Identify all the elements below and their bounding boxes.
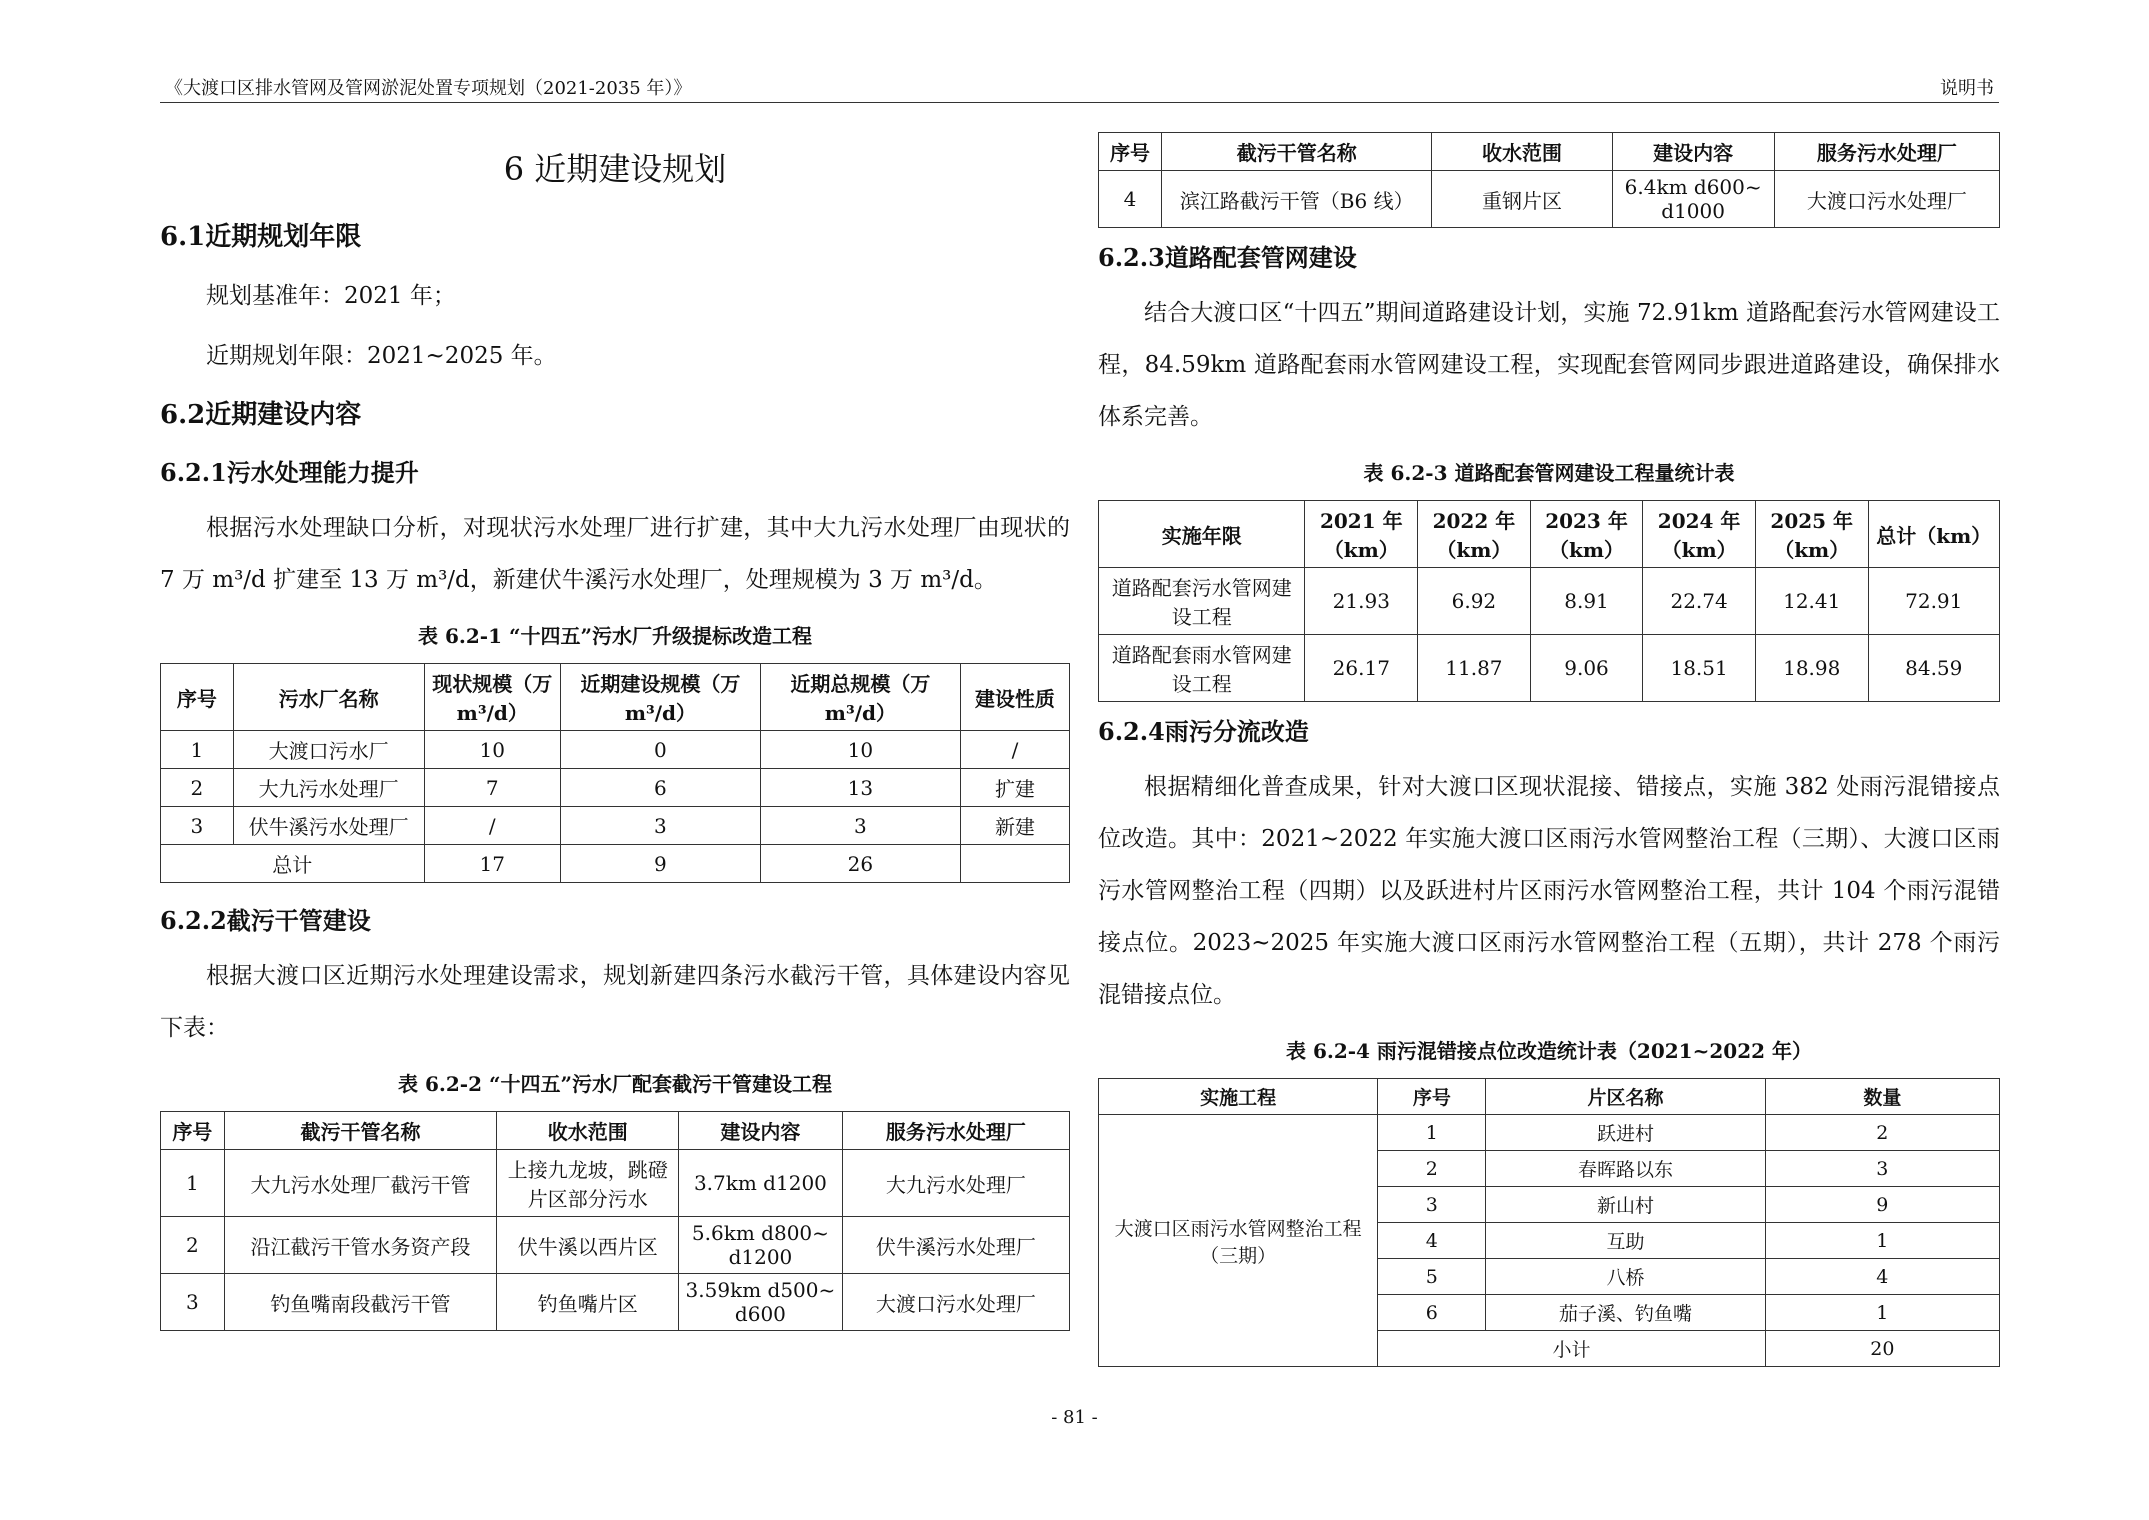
table-cell: 84.59	[1868, 635, 1999, 702]
table-cell: 新建	[960, 807, 1069, 845]
table-cell: 20	[1765, 1331, 1999, 1367]
table-cell: 小计	[1378, 1331, 1765, 1367]
table-header-cell: 片区名称	[1486, 1079, 1765, 1115]
table-cell: 21.93	[1305, 568, 1418, 635]
table-header-cell: 截污干管名称	[1162, 133, 1432, 171]
table-header-cell: 污水厂名称	[233, 664, 424, 731]
table-cell: 6	[1378, 1295, 1486, 1331]
table-header-cell: 建设内容	[679, 1112, 843, 1150]
table-cell: 4	[1765, 1259, 1999, 1295]
table-cell: 3	[161, 807, 234, 845]
table-cell: 22.74	[1643, 568, 1756, 635]
table-header-cell: 实施工程	[1099, 1079, 1378, 1115]
table-2	[160, 1111, 1070, 1331]
table-cell: 6	[560, 769, 760, 807]
table-cell: 3.59km d500~ d600	[679, 1274, 843, 1331]
table-cell: 0	[560, 731, 760, 769]
table-cell: 13	[760, 769, 960, 807]
table-cell: 滨江路截污干管（B6 线）	[1162, 171, 1432, 228]
document-header-title: 《大渡口区排水管网及管网淤泥处置专项规划（2021-2035 年）》	[165, 78, 692, 99]
table-cell: 9	[1765, 1187, 1999, 1223]
section-6-2-1-text: 根据污水处理缺口分析，对现状污水处理厂进行扩建，其中大九污水处理厂由现状的 7 万 m³/d 扩建至 13 万 m³/d，新建伏牛溪污水处理厂，处理规模为 3 万 m³/d。	[160, 515, 1070, 594]
section-6-2-4-text: 根据精细化普查成果，针对大渡口区现状混接、错接点，实施 382 处雨污混错接点位改造。其中：2021~2022 年实施大渡口区雨污水管网整治工程（三期）、大渡口区雨污水管网整治工程（四期）以及跃进村片区雨污水管网整治工程，共计 104 个雨污混错接点位。2023~2025 年实施大渡口区雨污水管网整治工程（五期），共计 278 个雨污混错接点位。	[1098, 774, 2000, 1008]
table-cell: 上接九龙坡，跳磴片区部分污水	[497, 1150, 679, 1217]
table-cell: 4	[1378, 1223, 1486, 1259]
table-total-row	[161, 845, 1070, 883]
table-header-cell: 服务污水处理厂	[842, 1112, 1069, 1150]
table-cell: 9.06	[1530, 635, 1643, 702]
table-cell: 伏牛溪污水处理厂	[233, 807, 424, 845]
table-cell: 3	[760, 807, 960, 845]
table-cell: 扩建	[960, 769, 1069, 807]
table-header-cell: 2021 年（km）	[1305, 501, 1418, 568]
table-cell-project: 大渡口区雨污水管网整治工程（三期）	[1099, 1115, 1378, 1367]
table-1-caption: 表 6.2-1 “十四五”污水厂升级提标改造工程	[418, 624, 812, 649]
table-cell: 大渡口污水厂	[233, 731, 424, 769]
table-row	[161, 1274, 1070, 1331]
section-6-2-4-heading: 6.2.4雨污分流改造	[1098, 717, 1309, 746]
table-header-cell: 现状规模（万 m³/d）	[424, 664, 560, 731]
table-cell: 2	[161, 1217, 225, 1274]
table-cell: 伏牛溪以西片区	[497, 1217, 679, 1274]
table-row	[1099, 171, 2000, 228]
table-2-continued	[1098, 132, 2000, 228]
table-header-cell: 收水范围	[1432, 133, 1612, 171]
table-cell: 新山村	[1486, 1187, 1765, 1223]
table-header-cell: 2025 年（km）	[1755, 501, 1868, 568]
table-3-caption: 表 6.2-3 道路配套管网建设工程量统计表	[1363, 461, 1735, 485]
table-cell: 钓鱼嘴片区	[497, 1274, 679, 1331]
left-column	[160, 110, 1070, 1331]
table-cell: /	[960, 731, 1069, 769]
table-cell: 10	[760, 731, 960, 769]
header-rule	[160, 102, 1999, 103]
table-header-cell: 总计（km）	[1868, 501, 1999, 568]
table-cell: 5	[1378, 1259, 1486, 1295]
table-cell: 1	[1765, 1295, 1999, 1331]
table-cell: 1	[161, 1150, 225, 1217]
table-cell: 道路配套雨水管网建设工程	[1099, 635, 1305, 702]
table-cell: 大九污水处理厂截污干管	[224, 1150, 497, 1217]
table-cell: 18.51	[1643, 635, 1756, 702]
table-cell	[960, 845, 1069, 883]
table-cell: 1	[1378, 1115, 1486, 1151]
table-cell: 3.7km d1200	[679, 1150, 843, 1217]
table-header-cell: 序号	[161, 664, 234, 731]
section-6-1-heading: 6.1近期规划年限	[160, 222, 362, 252]
base-year-text: 规划基准年：2021 年；	[206, 283, 456, 309]
section-6-2-2-heading: 6.2.2截污干管建设	[160, 906, 371, 936]
table-3	[1098, 500, 2000, 702]
table-header-cell: 收水范围	[497, 1112, 679, 1150]
table-header-cell: 数量	[1765, 1079, 1999, 1115]
table-cell: /	[424, 807, 560, 845]
table-header-cell: 实施年限	[1099, 501, 1305, 568]
table-header-row	[1099, 501, 2000, 568]
table-header-cell: 截污干管名称	[224, 1112, 497, 1150]
table-cell: 3	[1765, 1151, 1999, 1187]
table-cell: 八桥	[1486, 1259, 1765, 1295]
table-4	[1098, 1078, 2000, 1367]
table-cell: 互助	[1486, 1223, 1765, 1259]
table-cell: 总计	[161, 845, 425, 883]
table-cell: 大渡口污水处理厂	[842, 1274, 1069, 1331]
table-cell: 大九污水处理厂	[233, 769, 424, 807]
table-row	[1099, 1115, 2000, 1151]
table-cell: 17	[424, 845, 560, 883]
table-row	[161, 1217, 1070, 1274]
period-text: 近期规划年限：2021~2025 年。	[206, 342, 557, 369]
table-cell: 3	[560, 807, 760, 845]
table-cell: 3	[161, 1274, 225, 1331]
table-header-cell: 序号	[1378, 1079, 1486, 1115]
table-cell: 5.6km d800~ d1200	[679, 1217, 843, 1274]
table-header-cell: 2022 年（km）	[1418, 501, 1531, 568]
table-header-cell: 近期总规模（万 m³/d）	[760, 664, 960, 731]
page-number: - 81 -	[1051, 1407, 1098, 1428]
table-cell: 2	[161, 769, 234, 807]
chapter-title: 6 近期建设规划	[503, 150, 727, 188]
table-row	[161, 769, 1070, 807]
right-column	[1098, 110, 2000, 1367]
table-cell: 1	[161, 731, 234, 769]
table-header-cell: 2024 年（km）	[1643, 501, 1756, 568]
table-cell: 72.91	[1868, 568, 1999, 635]
table-row	[161, 1150, 1070, 1217]
table-cell: 8.91	[1530, 568, 1643, 635]
table-header-row	[161, 664, 1070, 731]
table-cell: 2	[1765, 1115, 1999, 1151]
table-cell: 26	[760, 845, 960, 883]
table-cell: 道路配套污水管网建设工程	[1099, 568, 1305, 635]
table-4-caption: 表 6.2-4 雨污混错接点位改造统计表（2021~2022 年）	[1286, 1039, 1812, 1063]
table-cell: 伏牛溪污水处理厂	[842, 1217, 1069, 1274]
table-header-cell: 2023 年（km）	[1530, 501, 1643, 568]
table-header-row	[161, 1112, 1070, 1150]
table-cell: 9	[560, 845, 760, 883]
table-header-row	[1099, 1079, 2000, 1115]
section-6-2-heading: 6.2近期建设内容	[160, 400, 362, 431]
table-cell: 大渡口污水处理厂	[1774, 171, 1999, 228]
table-cell: 7	[424, 769, 560, 807]
table-cell: 3	[1378, 1187, 1486, 1223]
table-cell: 春晖路以东	[1486, 1151, 1765, 1187]
table-header-cell: 服务污水处理厂	[1774, 133, 1999, 171]
table-cell: 2	[1378, 1151, 1486, 1187]
document-header-type: 说明书	[1940, 78, 1994, 99]
table-row	[161, 807, 1070, 845]
table-cell: 沿江截污干管水务资产段	[224, 1217, 497, 1274]
table-cell: 钓鱼嘴南段截污干管	[224, 1274, 497, 1331]
table-cell: 重钢片区	[1432, 171, 1612, 228]
table-row	[1099, 635, 2000, 702]
table-header-row	[1099, 133, 2000, 171]
table-cell: 26.17	[1305, 635, 1418, 702]
table-cell: 跃进村	[1486, 1115, 1765, 1151]
table-header-cell: 近期建设规模（万 m³/d）	[560, 664, 760, 731]
table-header-cell: 序号	[1099, 133, 1162, 171]
table-row	[1099, 568, 2000, 635]
table-1	[160, 663, 1070, 883]
section-6-2-1-heading: 6.2.1污水处理能力提升	[160, 458, 419, 488]
table-cell: 1	[1765, 1223, 1999, 1259]
table-row	[161, 731, 1070, 769]
table-cell: 4	[1099, 171, 1162, 228]
section-6-2-3-text: 结合大渡口区“十四五”期间道路建设计划，实施 72.91km 道路配套污水管网建设工程，84.59km 道路配套雨水管网建设工程，实现配套管网同步跟进道路建设，确保排水体系完善。	[1098, 300, 2000, 430]
table-header-cell: 序号	[161, 1112, 225, 1150]
table-cell: 11.87	[1418, 635, 1531, 702]
table-header-cell: 建设内容	[1612, 133, 1774, 171]
section-6-2-3-heading: 6.2.3道路配套管网建设	[1098, 243, 1357, 272]
table-cell: 6.92	[1418, 568, 1531, 635]
table-cell: 6.4km d600~ d1000	[1612, 171, 1774, 228]
table-header-cell: 建设性质	[960, 664, 1069, 731]
table-cell: 10	[424, 731, 560, 769]
table-cell: 茄子溪、钓鱼嘴	[1486, 1295, 1765, 1331]
section-6-2-2-text: 根据大渡口区近期污水处理建设需求，规划新建四条污水截污干管，具体建设内容见下表：	[160, 963, 1070, 1042]
table-cell: 18.98	[1755, 635, 1868, 702]
table-2-caption: 表 6.2-2 “十四五”污水厂配套截污干管建设工程	[398, 1072, 832, 1097]
table-cell: 大九污水处理厂	[842, 1150, 1069, 1217]
table-cell: 12.41	[1755, 568, 1868, 635]
